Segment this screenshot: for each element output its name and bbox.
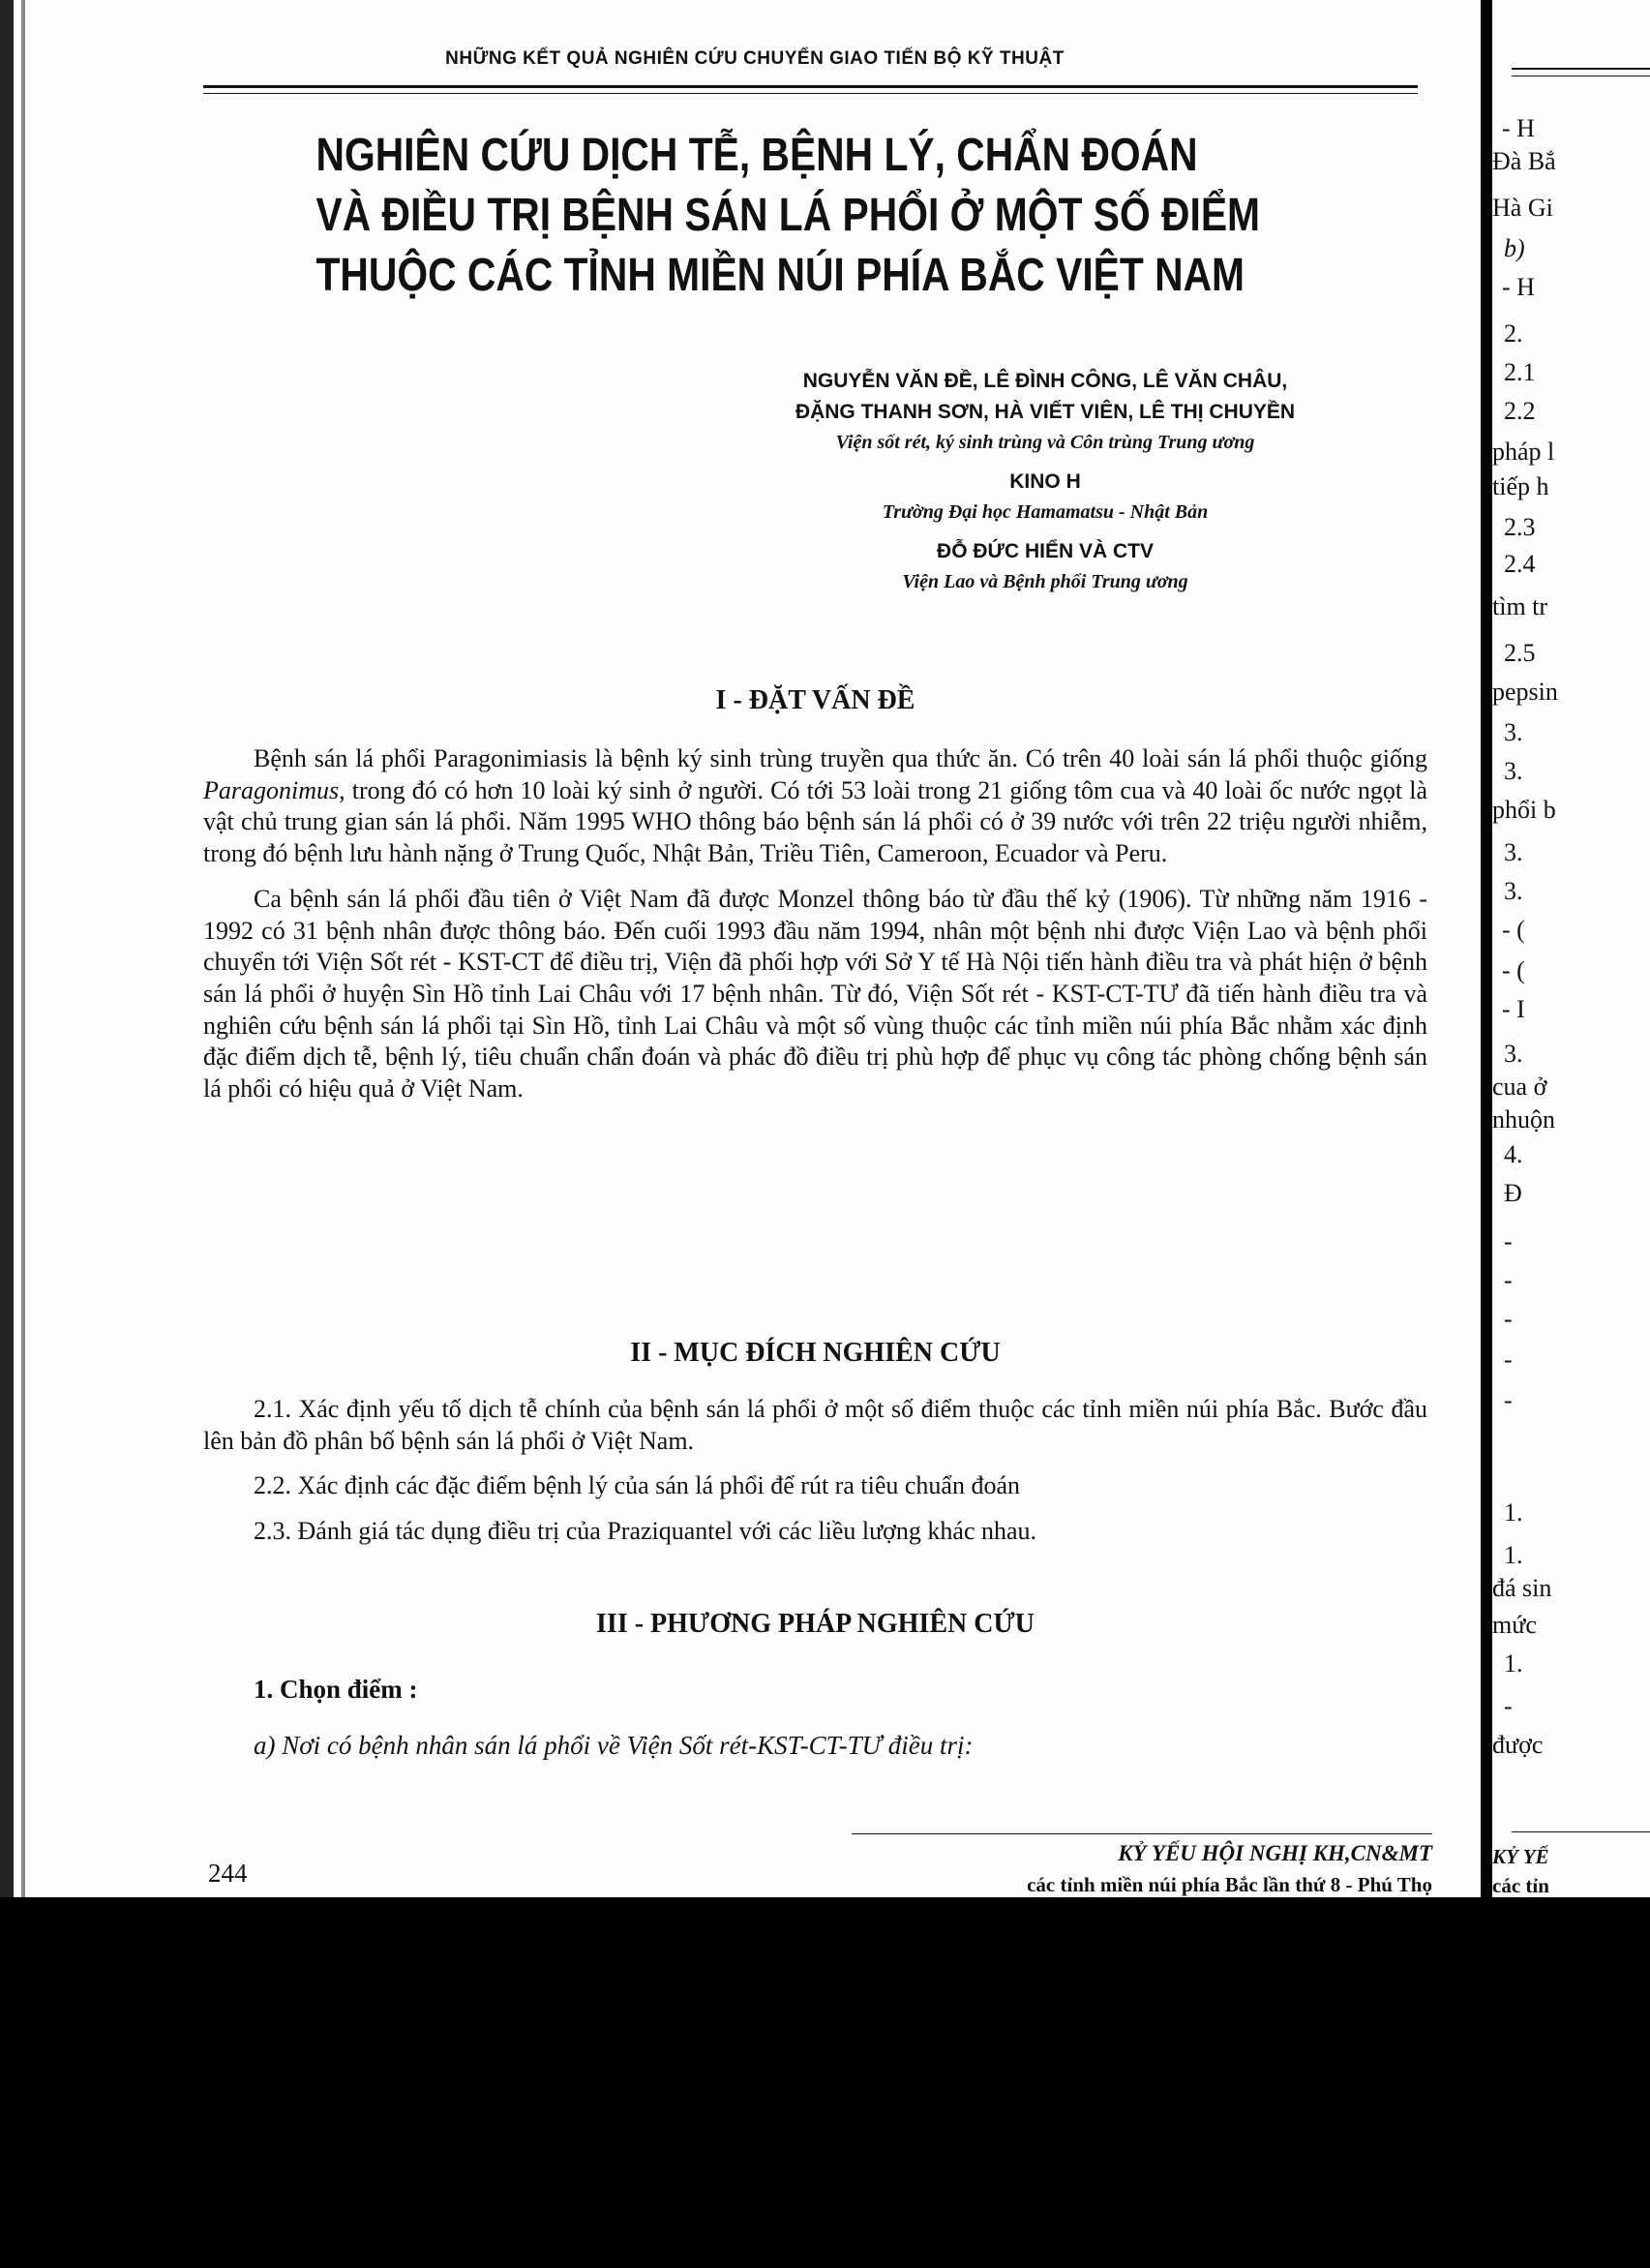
right-page-line: đá sin xyxy=(1492,1574,1552,1602)
right-page-line: - I xyxy=(1502,995,1525,1023)
footer-rule xyxy=(852,1833,1432,1834)
author-affiliation-3: Viện Lao và Bệnh phổi Trung ương xyxy=(902,571,1188,592)
right-page-line: 3. xyxy=(1504,838,1523,866)
section-1-body xyxy=(203,743,1427,1119)
right-page-line: phổi b xyxy=(1492,796,1556,824)
right-page-line: - xyxy=(1504,1346,1513,1374)
title-line-3: THUỘC CÁC TỈNH MIỀN NÚI PHÍA BẮC VIỆT NAM xyxy=(315,250,1245,301)
page-binding-line xyxy=(21,0,25,1897)
right-page-line: - xyxy=(1504,1227,1513,1255)
scan-gutter xyxy=(1481,0,1492,1897)
right-page-line: - xyxy=(1504,1305,1513,1333)
right-page-line: pepsin xyxy=(1492,678,1558,706)
right-page-line: - H xyxy=(1502,273,1535,301)
right-page-line: nhuộn xyxy=(1492,1105,1555,1134)
right-page-fragment xyxy=(1492,0,1650,1897)
p1-text-a: Bệnh sán lá phổi Paragonimiasis là bệnh ký sinh trùng truyền qua thức ăn. Có trên 40 loài sán lá phổi thuộc giống xyxy=(254,744,1427,772)
right-page-line: - xyxy=(1504,1692,1513,1720)
right-page-line: 3. xyxy=(1504,757,1523,785)
right-page-line: 2.2 xyxy=(1504,397,1536,425)
article-title xyxy=(315,126,1261,306)
right-page-line: - ( xyxy=(1502,956,1525,984)
title-line-1: NGHIÊN CỨU DỊCH TỄ, BỆNH LÝ, CHẨN ĐOÁN xyxy=(315,130,1198,181)
section-2-body xyxy=(203,1394,1427,1561)
right-page-line: tiếp h xyxy=(1492,472,1549,500)
subheading-chon-diem: 1. Chọn điểm : xyxy=(254,1675,418,1704)
right-page-line: pháp l xyxy=(1492,438,1555,466)
running-header: NHỮNG KẾT QUẢ NGHIÊN CỨU CHUYỂN GIAO TIẾN BỘ KỸ THUẬT xyxy=(445,48,1065,69)
right-page-line: các tỉn xyxy=(1492,1874,1549,1897)
footer-proceedings-title: KỶ YẾU HỘI NGHỊ KH,CN&MT xyxy=(1118,1841,1432,1865)
right-page-line: 4. xyxy=(1504,1140,1523,1168)
section-heading-1: I - ĐẶT VẤN ĐỀ xyxy=(715,685,915,715)
page-number: 244 xyxy=(208,1859,248,1888)
subheading-a: a) Nơi có bệnh nhân sán lá phổi về Viện Sốt rét-KST-CT-TƯ điều trị: xyxy=(254,1731,974,1760)
objective-2-2: 2.2. Xác định các đặc điểm bệnh lý của sán lá phổi để rút ra tiêu chuẩn đoán xyxy=(254,1471,1020,1500)
right-page-line: 2.1 xyxy=(1504,358,1536,386)
right-footer-rule xyxy=(1512,1831,1650,1832)
right-page-line: - xyxy=(1504,1386,1513,1414)
right-page-line: 2.3 xyxy=(1504,513,1536,541)
right-page-line: 2. xyxy=(1504,319,1523,348)
objective-2-1: 2.1. Xác định yếu tố dịch tễ chính của bệnh sán lá phổi ở một số điểm thuộc các tỉnh miền núi phía Bắc. Bước đầu lên bản đồ phân bố bệnh sán lá phổi ở Việt Nam. xyxy=(203,1395,1427,1455)
right-page-line: 2.4 xyxy=(1504,550,1536,578)
right-page-line: - xyxy=(1504,1266,1513,1294)
right-page-line: 2.5 xyxy=(1504,639,1536,667)
right-page-line: 1. xyxy=(1504,1498,1523,1527)
right-page-line: - H xyxy=(1502,114,1535,142)
p1-genus-name: Paragonimus xyxy=(203,775,340,804)
right-page-line: tìm tr xyxy=(1492,592,1548,620)
paragraph-1 xyxy=(203,743,1427,870)
right-page-line: Đà Bắ xyxy=(1492,147,1556,175)
title-line-2: VÀ ĐIỀU TRỊ BỆNH SÁN LÁ PHỔI Ở MỘT SỐ ĐIỂM xyxy=(315,190,1261,241)
right-page-line: được xyxy=(1492,1731,1544,1759)
right-page-line: mức xyxy=(1492,1611,1537,1639)
right-page-line: KỶ YẾ xyxy=(1492,1845,1549,1868)
right-page-line: 3. xyxy=(1504,1040,1523,1068)
paragraph-2: Ca bệnh sán lá phổi đầu tiên ở Việt Nam đã được Monzel thông báo từ đầu thế kỷ (1906). Từ những năm 1916 - 1992 có 31 bệnh nhân được thông báo. Đến cuối 1993 đầu năm 1994, nhân một bệnh nhi được Viện Lao và bệnh phổi chuyển tới Viện Sốt rét - KST-CT để điều trị, Viện đã phối hợp với Sở Y tế Hà Nội tiến hành điều tra và phát hiện ở bệnh sán lá phổi ở huyện Sìn Hồ tỉnh Lai Châu với 17 bệnh nhân. Từ đó, Viện Sốt rét - KST-CT-TƯ đã tiến hành điều tra và nghiên cứu bệnh sán lá phổi tại Sìn Hồ, tỉnh Lai Châu và một số vùng thuộc các tỉnh miền núi phía Bắc nhằm xác định đặc điểm dịch tễ, bệnh lý, tiêu chuẩn chẩn đoán và phác đồ điều trị phù hợp để phục vụ công tác phòng chống bệnh sán lá phổi có hiệu quả ở Việt Nam. xyxy=(203,884,1427,1104)
header-rule-thin xyxy=(203,93,1418,94)
author-names-2: ĐẶNG THANH SƠN, HÀ VIẾT VIÊN, LÊ THỊ CHUYỀN xyxy=(795,401,1296,423)
scan-background xyxy=(0,1897,1650,2268)
section-heading-3: III - PHƯƠNG PHÁP NGHIÊN CỨU xyxy=(596,1609,1035,1639)
right-page-line: 3. xyxy=(1504,877,1523,905)
author-names-1: NGUYỄN VĂN ĐỀ, LÊ ĐÌNH CÔNG, LÊ VĂN CHÂU, xyxy=(802,370,1288,392)
author-names-4: ĐỖ ĐỨC HIỂN VÀ CTV xyxy=(937,540,1154,562)
section-heading-2: II - MỤC ĐÍCH NGHIÊN CỨU xyxy=(630,1338,1001,1368)
footer-conference: các tỉnh miền núi phía Bắc lần thứ 8 - Phú Thọ xyxy=(1027,1873,1432,1896)
right-page-line: Hà Gi xyxy=(1492,194,1553,222)
right-page-line: cua ở xyxy=(1492,1073,1547,1101)
right-page-line: 1. xyxy=(1504,1649,1523,1678)
author-block xyxy=(677,366,1413,606)
header-rule-thick xyxy=(203,85,1418,88)
right-header-rule xyxy=(1512,68,1650,70)
right-page-line: 1. xyxy=(1504,1541,1523,1569)
objective-2-3: 2.3. Đánh giá tác dụng điều trị của Praziquantel với các liều lượng khác nhau. xyxy=(254,1517,1037,1546)
p1-text-b: , trong đó có hơn 10 loài ký sinh ở người. Có tới 53 loài trong 21 giống tôm cua và 40 loài ốc nước ngọt là vật chủ trung gian sán lá phổi. Năm 1995 WHO thông báo bệnh sán lá phổi có ở 39 nước với trên 22 triệu người nhiễm, trong đó bệnh lưu hành nặng ở Trung Quốc, Nhật Bản, Triều Tiên, Cameroon, Ecuador và Peru. xyxy=(203,775,1427,868)
right-page-line: b) xyxy=(1504,234,1525,262)
author-affiliation-1: Viện sốt rét, ký sinh trùng và Côn trùng Trung ương xyxy=(835,432,1255,453)
page-binding-edge xyxy=(0,0,14,1897)
author-affiliation-2: Trường Đại học Hamamatsu - Nhật Bản xyxy=(882,501,1209,523)
right-page-line: 3. xyxy=(1504,718,1523,746)
right-page-line: - ( xyxy=(1502,916,1525,944)
right-page-line: Đ xyxy=(1504,1179,1522,1207)
author-names-3: KINO H xyxy=(1009,470,1081,493)
